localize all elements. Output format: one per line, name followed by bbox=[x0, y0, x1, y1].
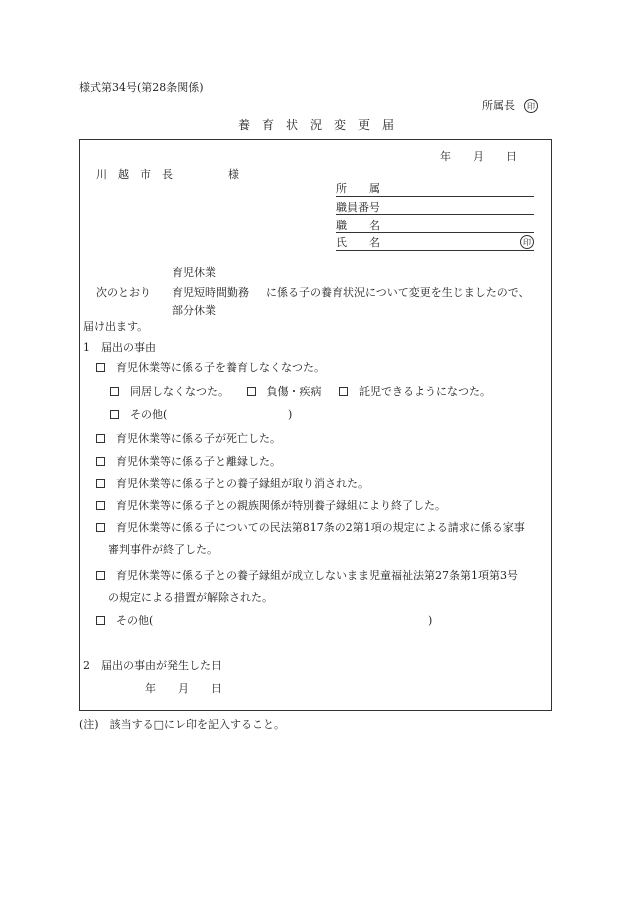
reason-sub-row bbox=[110, 385, 491, 399]
reason-item-4-checkbox[interactable] bbox=[96, 479, 105, 488]
reason-item-6-cont: 審判事件が終了した。 bbox=[108, 543, 218, 556]
intro-option-short-hours: 育児短時間勤務 bbox=[172, 286, 249, 299]
reason-item-7-cont: の規定による措置が解除された。 bbox=[108, 591, 273, 604]
reason-item-6 bbox=[96, 521, 525, 535]
reason-item-5 bbox=[96, 499, 446, 513]
reason-item-2-label: 育児休業等に係る子が死亡した。 bbox=[116, 432, 281, 445]
reason-item-8-checkbox[interactable] bbox=[96, 616, 105, 625]
intro-end: 届け出ます。 bbox=[83, 320, 149, 333]
sub-injury-label: 負傷・疾病 bbox=[266, 385, 322, 398]
reason-item-7-label: 育児休業等に係る子との養子縁組が成立しないまま児童福祉法第27条第1項第3号 bbox=[116, 569, 518, 582]
reason-item-5-label: 育児休業等に係る子との親族関係が特別養子縁組により終了した。 bbox=[116, 499, 446, 512]
sub-cohabit-label: 同居しなくなつた。 bbox=[130, 385, 229, 398]
section2-heading: 2 届出の事由が発生した日 bbox=[83, 659, 222, 672]
field-staff-no-line[interactable] bbox=[336, 214, 534, 215]
form-title: 養 育 状 況 変 更 届 bbox=[238, 118, 395, 132]
reason-item-1 bbox=[96, 361, 325, 375]
supervisor-label: 所属長 bbox=[482, 99, 515, 112]
section1-heading: 1 届出の事由 bbox=[83, 341, 156, 354]
form-number: 様式第34号(第28条関係) bbox=[79, 81, 204, 94]
sub-daycare-checkbox[interactable] bbox=[339, 387, 348, 396]
occurrence-date: 年 月 日 bbox=[145, 682, 222, 695]
sub-other-row bbox=[110, 408, 167, 422]
sub-other-open: その他( bbox=[130, 408, 168, 421]
field-position-line[interactable] bbox=[336, 232, 534, 233]
intro-option-childcare-leave: 育児休業 bbox=[172, 266, 216, 279]
date-line: 年 月 日 bbox=[440, 150, 517, 163]
reason-item-6-label: 育児休業等に係る子についての民法第817条の2第1項の規定による請求に係る家事 bbox=[116, 521, 525, 534]
field-name-line[interactable] bbox=[336, 250, 534, 251]
field-dept-label: 所 属 bbox=[336, 182, 380, 195]
name-seal-icon: 印 bbox=[520, 235, 534, 249]
field-staff-no-label: 職員番号 bbox=[336, 201, 380, 214]
supervisor-seal-icon: 印 bbox=[524, 99, 538, 113]
reason-item-3-checkbox[interactable] bbox=[96, 457, 105, 466]
addressee: 川 越 市 長 様 bbox=[96, 168, 239, 181]
reason-item-4-label: 育児休業等に係る子との養子縁組が取り消された。 bbox=[116, 477, 369, 490]
reason-item-7 bbox=[96, 569, 518, 583]
reason-item-7-checkbox[interactable] bbox=[96, 571, 105, 580]
intro-option-partial-leave: 部分休業 bbox=[172, 304, 216, 317]
sub-daycare-label: 託児できるようになつた。 bbox=[359, 385, 491, 398]
intro-lead: 次のとおり bbox=[96, 286, 151, 299]
field-dept-line[interactable] bbox=[336, 196, 534, 197]
reason-item-2 bbox=[96, 432, 281, 446]
intro-rest: に係る子の養育状況について変更を生じましたので、 bbox=[266, 286, 530, 299]
reason-item-1-checkbox[interactable] bbox=[96, 363, 105, 372]
reason-item-8-label: その他( bbox=[116, 614, 154, 627]
reason-item-5-checkbox[interactable] bbox=[96, 501, 105, 510]
reason-item-2-checkbox[interactable] bbox=[96, 434, 105, 443]
reason-item-3-label: 育児休業等に係る子と離縁した。 bbox=[116, 455, 281, 468]
sub-injury-checkbox[interactable] bbox=[247, 387, 256, 396]
sub-other-checkbox[interactable] bbox=[110, 410, 119, 419]
sub-other-close: ) bbox=[288, 408, 293, 421]
field-position-label: 職 名 bbox=[336, 219, 380, 232]
reason-item-1-label: 育児休業等に係る子を養育しなくなつた。 bbox=[116, 361, 325, 374]
field-name-label: 氏 名 bbox=[336, 236, 380, 249]
reason-item-3 bbox=[96, 455, 281, 469]
reason-item-8-close: ) bbox=[428, 614, 433, 627]
reason-item-6-checkbox[interactable] bbox=[96, 523, 105, 532]
reason-item-4 bbox=[96, 477, 369, 491]
reason-item-8 bbox=[96, 614, 153, 628]
sub-cohabit-checkbox[interactable] bbox=[110, 387, 119, 396]
footnote: (注) 該当する□にレ印を記入すること。 bbox=[79, 718, 285, 731]
